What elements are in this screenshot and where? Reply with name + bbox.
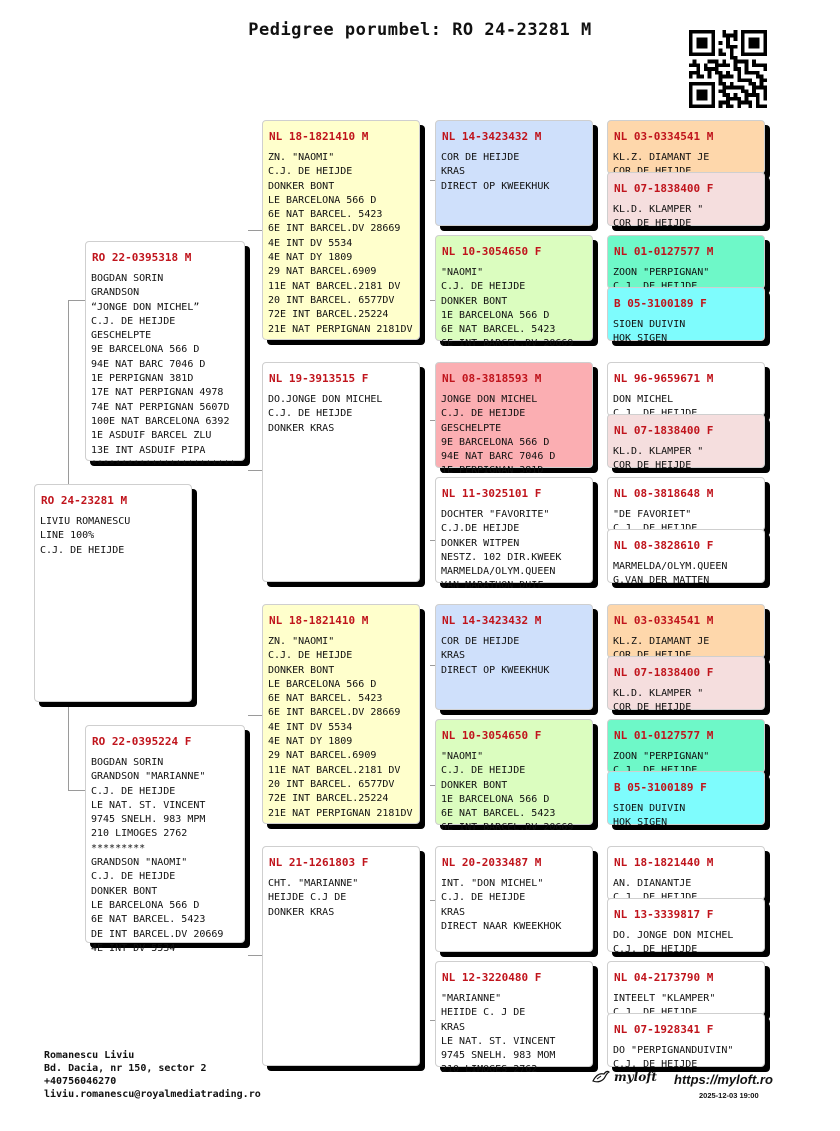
pigeon-details: LIVIU ROMANESCU LINE 100% C.J. DE HEIJDE bbox=[40, 516, 131, 556]
pigeon-details: BOGDAN SORIN GRANDSON "MARIANNE" C.J. DE HEIJDE LE NAT. ST. VINCENT 9745 SNELH. 983 MPM 210 LIMOGES 2762 ********* GRANDSON "NAOMI" C.J. DE HEIJDE DONKER BONT LE BARCELONA 566 D 6E NAT BARCEL. 5423 DE INT BARCEL.DV 20669 4E INT DV 5534 bbox=[91, 757, 224, 954]
dam-card[interactable] bbox=[85, 725, 245, 954]
pigeon-details: ZOON "PERPIGNAN" bbox=[613, 267, 710, 278]
great-grandparent-card[interactable] bbox=[435, 719, 593, 834]
ring-number: NL 13-3339817 F bbox=[614, 908, 714, 921]
ring-number: NL 01-0127577 M bbox=[614, 729, 714, 742]
ring-number: NL 03-0334541 M bbox=[614, 130, 714, 143]
subject-pigeon-card[interactable] bbox=[34, 484, 192, 702]
great-grandparent-card[interactable] bbox=[435, 235, 593, 350]
pigeon-details: KL.Z. DIAMANT JE bbox=[613, 152, 710, 163]
ring-number: NL 01-0127577 M bbox=[614, 245, 714, 258]
sire-card[interactable] bbox=[85, 241, 245, 470]
owner-phone: +40756046270 bbox=[44, 1076, 117, 1087]
great-grandparent-card[interactable] bbox=[435, 961, 593, 1076]
ring-number: NL 11-3025101 F bbox=[442, 487, 542, 500]
ancestor-card[interactable] bbox=[607, 656, 765, 714]
connector-line bbox=[248, 715, 262, 716]
ancestor-card[interactable] bbox=[607, 477, 765, 531]
ancestor-card[interactable] bbox=[607, 961, 765, 1015]
great-grandparent-card[interactable] bbox=[435, 846, 593, 952]
ring-number: NL 18-1821440 M bbox=[614, 856, 714, 869]
owner-name: Romanescu Liviu bbox=[44, 1050, 135, 1061]
pigeon-details: DON MICHEL bbox=[613, 394, 674, 405]
ring-number: NL 08-3828610 F bbox=[614, 539, 714, 552]
ancestor-card[interactable] bbox=[607, 414, 765, 472]
ring-number: RO 22-0395318 M bbox=[92, 251, 192, 264]
connector-line bbox=[68, 700, 69, 790]
connector-line bbox=[248, 470, 262, 471]
ring-number: RO 24-23281 M bbox=[41, 494, 128, 507]
ring-number: NL 10-3054650 F bbox=[442, 245, 542, 258]
pigeon-details: "NAOMI" C.J. DE HEIJDE DONKER BONT 1E BARCELONA 566 D 6E NAT BARCEL. 5423 6E INT BARCEL.DV 20669 bbox=[441, 267, 574, 350]
pigeon-icon bbox=[592, 1069, 610, 1085]
ring-number: NL 14-3423432 M bbox=[442, 614, 542, 627]
owner-address: Bd. Dacia, nr 150, sector 2 bbox=[44, 1063, 207, 1074]
pigeon-details: INT. "DON MICHEL" C.J. DE HEIJDE KRAS DIRECT NAAR KWEEKHOK bbox=[441, 878, 562, 932]
pigeon-details: COR DE HEIJDE KRAS DIRECT OP KWEEKHUK bbox=[441, 152, 550, 192]
ring-number: B 05-3100189 F bbox=[614, 297, 707, 310]
great-grandparent-card[interactable] bbox=[435, 477, 593, 592]
ancestor-card[interactable] bbox=[607, 771, 765, 829]
ring-number: NL 20-2033487 M bbox=[442, 856, 542, 869]
ancestor-card[interactable] bbox=[607, 287, 765, 345]
qr-code-icon bbox=[689, 30, 767, 108]
connector-line bbox=[248, 230, 262, 231]
print-timestamp: 2025-12-03 19:00 bbox=[699, 1091, 759, 1100]
ring-number: NL 18-1821410 M bbox=[269, 614, 369, 627]
pigeon-details: KL.D. KLAMPER " COR DE HEIJDE bbox=[613, 446, 704, 472]
pigeon-details: DO.JONGE DON MICHEL C.J. DE HEIJDE DONKER KRAS bbox=[268, 394, 383, 434]
logo-text: myloft bbox=[614, 1070, 657, 1084]
pigeon-details: "MARIANNE" HEIIDE C. J DE KRAS LE NAT. ST. VINCENT 9745 SNELH. 983 MOM 210 LIMOGES 2762 bbox=[441, 993, 556, 1076]
ring-number: NL 08-3818593 M bbox=[442, 372, 542, 385]
ring-number: NL 12-3220480 F bbox=[442, 971, 542, 984]
ancestor-card[interactable] bbox=[607, 846, 765, 900]
great-grandparent-card[interactable] bbox=[435, 362, 593, 477]
ring-number: NL 08-3818648 M bbox=[614, 487, 714, 500]
pigeon-details: "NAOMI" C.J. DE HEIJDE DONKER BONT 1E BARCELONA 566 D 6E NAT BARCEL. 5423 6E INT BARCEL.DV 20669 bbox=[441, 751, 574, 834]
pigeon-details: MARMELDA/OLYM.QUEEN G.VAN DER MATTEN bbox=[613, 561, 728, 587]
pigeon-details: SIOEN DUIVIN HOK SIGEN bbox=[613, 319, 686, 345]
pigeon-details: KL.D. KLAMPER " COR DE HEIJDE bbox=[613, 688, 704, 714]
ancestor-card[interactable] bbox=[607, 235, 765, 289]
pigeon-details: BOGDAN SORIN GRANDSON “JONGE DON MICHEL” C.J. DE HEIJDE GESCHELPTE 9E BARCELONA 566 D 94E NAT BARC 7046 D 1E PERPIGNAN 381D 17E NAT PERPIGNAN 4978 74E NAT PERPIGNAN 5607D 100E NAT BARCELONA 6392 1E ASDUIF BARCEL ZLU 13E INT ASDUIF PIPA ************************ bbox=[91, 273, 236, 470]
dam-of-dam-card[interactable] bbox=[262, 846, 420, 1066]
ring-number: NL 10-3054650 F bbox=[442, 729, 542, 742]
ring-number: NL 07-1838400 F bbox=[614, 182, 714, 195]
dam-of-sire-card[interactable] bbox=[262, 362, 420, 582]
pigeon-details: INTEELT "KLAMPER" bbox=[613, 993, 716, 1004]
pigeon-details: DOCHTER "FAVORITE" C.J.DE HEIJDE DONKER WITPEN NESTZ. 102 DIR.KWEEK MARMELDA/OLYM.QUEEN VAN MARATHON DUIF bbox=[441, 509, 562, 592]
ring-number: NL 07-1838400 F bbox=[614, 666, 714, 679]
great-grandparent-card[interactable] bbox=[435, 120, 593, 226]
ancestor-card[interactable] bbox=[607, 604, 765, 658]
pigeon-details: SIOEN DUIVIN HOK SIGEN bbox=[613, 803, 686, 829]
sire-of-sire-card[interactable] bbox=[262, 120, 420, 340]
pigeon-details: DO "PERPIGNANDUIVIN" C.J. DE HEIJDE bbox=[613, 1045, 734, 1071]
ring-number: NL 03-0334541 M bbox=[614, 614, 714, 627]
ancestor-card[interactable] bbox=[607, 529, 765, 587]
connector-line bbox=[248, 955, 262, 956]
myloft-logo bbox=[592, 1069, 657, 1085]
pigeon-details: AN. DIANANTJE bbox=[613, 878, 692, 889]
great-grandparent-card[interactable] bbox=[435, 604, 593, 710]
pigeon-details: JONGE DON MICHEL C.J. DE HEIJDE GESCHELPTE 9E BARCELONA 566 D 94E NAT BARC 7046 D 1E PERPIGNAN 381D bbox=[441, 394, 556, 477]
pigeon-details: "DE FAVORIET" bbox=[613, 509, 692, 520]
site-link[interactable]: https://myloft.ro bbox=[674, 1072, 773, 1087]
connector-line bbox=[68, 300, 85, 301]
pigeon-details: ZN. "NAOMI" C.J. DE HEIJDE DONKER BONT LE BARCELONA 566 D 6E NAT BARCEL. 5423 6E INT BARCEL.DV 28669 4E INT DV 5534 4E NAT DY 1809 29 NAT BARCEL.6909 11E NAT BARCEL.2181 DV 20 INT BARCEL. 6577DV 72E INT BARCEL.25224 21E NAT PERPIGNAN 2181DV bbox=[268, 636, 413, 819]
ring-number: NL 07-1838400 F bbox=[614, 424, 714, 437]
pigeon-details: ZOON "PERPIGNAN" bbox=[613, 751, 710, 762]
connector-line bbox=[68, 300, 69, 485]
pigeon-details: ZN. "NAOMI" C.J. DE HEIJDE DONKER BONT LE BARCELONA 566 D 6E NAT BARCEL. 5423 6E INT BARCEL.DV 28669 4E INT DV 5534 4E NAT DY 1809 29 NAT BARCEL.6909 11E NAT BARCEL.2181 DV 20 INT BARCEL. 6577DV 72E INT BARCEL.25224 21E NAT PERPIGNAN 2181DV bbox=[268, 152, 413, 335]
connector-line bbox=[68, 790, 85, 791]
ring-number: B 05-3100189 F bbox=[614, 781, 707, 794]
owner-email[interactable]: liviu.romanescu@royalmediatrading.ro bbox=[44, 1089, 261, 1100]
ring-number: NL 21-1261803 F bbox=[269, 856, 369, 869]
page-title: Pedigree porumbel: RO 24-23281 M bbox=[248, 20, 592, 40]
pigeon-details: KL.D. KLAMPER " COR DE HEIJDE bbox=[613, 204, 704, 230]
pigeon-details: CHT. "MARIANNE" HEIJDE C.J DE DONKER KRAS bbox=[268, 878, 359, 918]
ancestor-card[interactable] bbox=[607, 362, 765, 416]
pigeon-details: KL.Z. DIAMANT JE bbox=[613, 636, 710, 647]
ring-number: NL 96-9659671 M bbox=[614, 372, 714, 385]
sire-of-dam-card[interactable] bbox=[262, 604, 420, 824]
ring-number: NL 14-3423432 M bbox=[442, 130, 542, 143]
pigeon-details: DO. JONGE DON MICHEL C.J. DE HEIJDE bbox=[613, 930, 734, 956]
ring-number: NL 19-3913515 F bbox=[269, 372, 369, 385]
ring-number: NL 04-2173790 M bbox=[614, 971, 714, 984]
ancestor-card[interactable] bbox=[607, 719, 765, 773]
ancestor-card[interactable] bbox=[607, 1013, 765, 1071]
ring-number: RO 22-0395224 F bbox=[92, 735, 192, 748]
ancestor-card[interactable] bbox=[607, 172, 765, 230]
ancestor-card[interactable] bbox=[607, 898, 765, 956]
pigeon-details: COR DE HEIJDE KRAS DIRECT OP KWEEKHUK bbox=[441, 636, 550, 676]
owner-contact bbox=[44, 1049, 261, 1101]
ring-number: NL 07-1928341 F bbox=[614, 1023, 714, 1036]
ring-number: NL 18-1821410 M bbox=[269, 130, 369, 143]
ancestor-card[interactable] bbox=[607, 120, 765, 174]
